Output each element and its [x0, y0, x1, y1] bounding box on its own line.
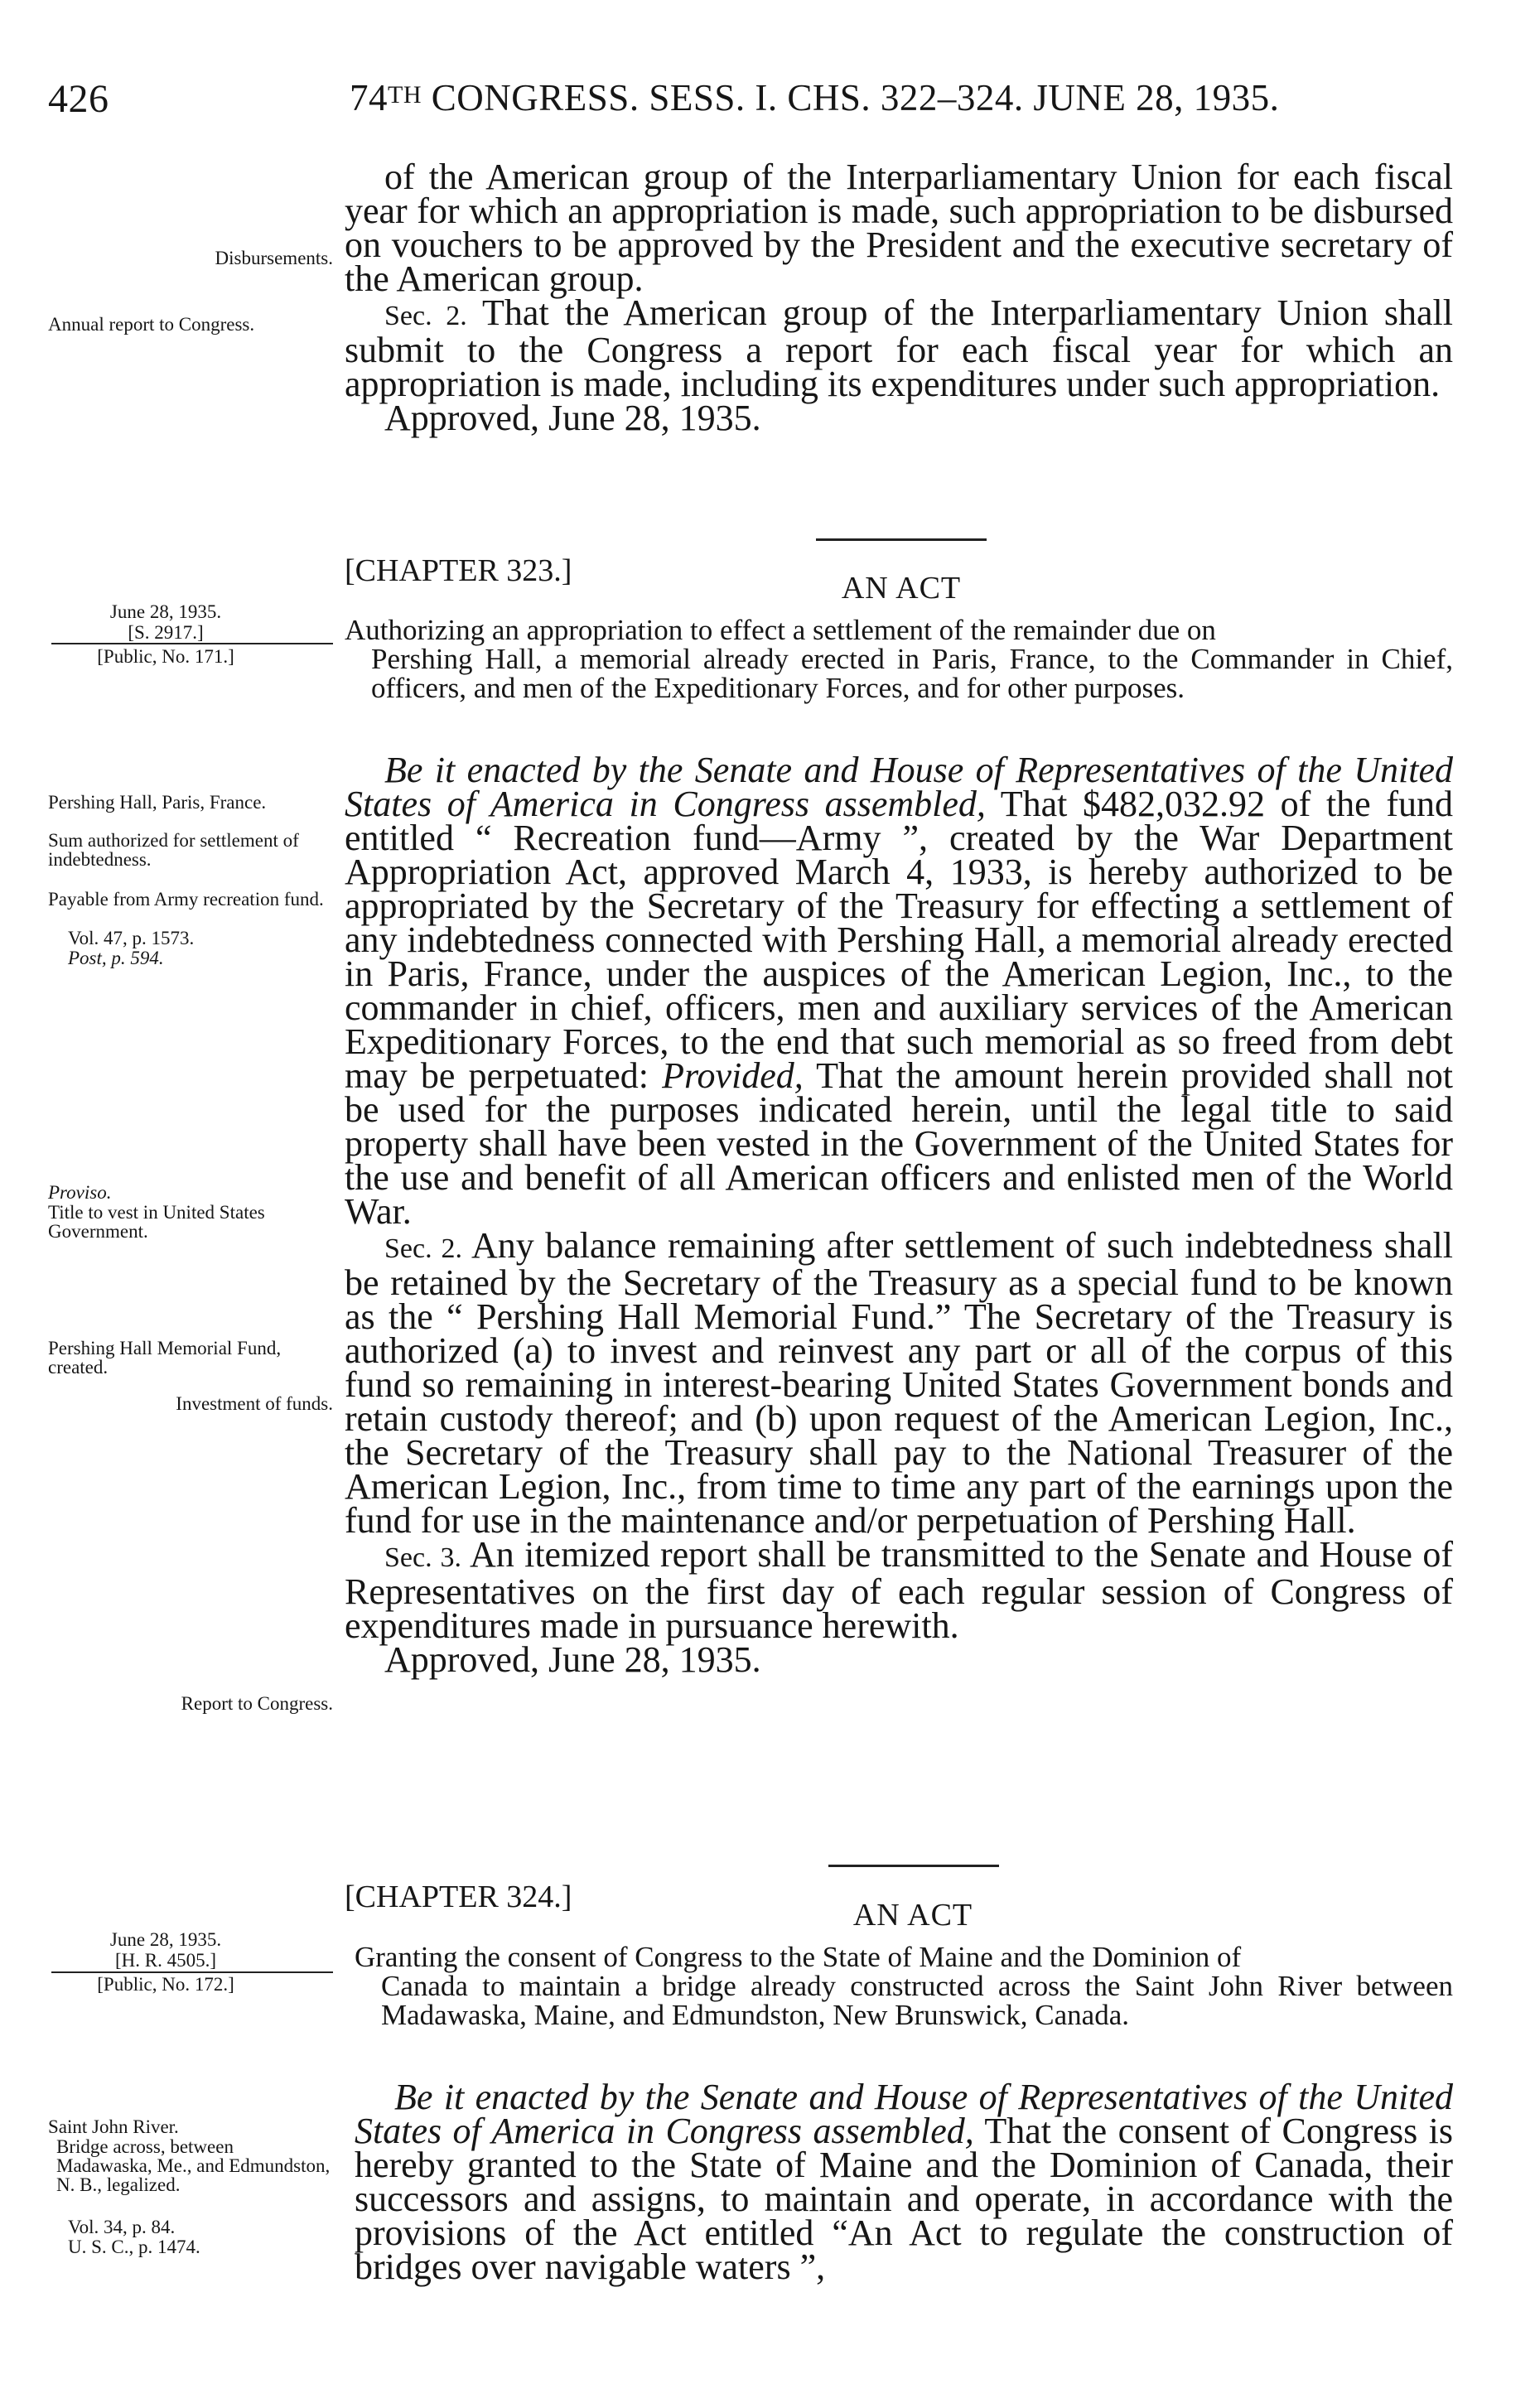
ch323-description [345, 615, 1453, 702]
act-title: AN ACT [852, 1898, 973, 1933]
sec-text: That the American group of the Interparliamentary Union shall submit to the Congress a report for each fiscal year for which an appropriation is made, including its expenditures under such appropriation. [345, 292, 1453, 404]
desc-first-line: Granting the consent of Congress to the State of Maine and the Dominion of [355, 1941, 1242, 1973]
margin-note-disbursements: Disbursements. [215, 248, 333, 268]
proviso-text: That the amount herein provided shall not be used for the purposes indicated herein, until the legal title to said property shall have been vested in the Government of the United States for the use and benefit of all American officers and enlisted men of the World War. [345, 1055, 1453, 1232]
ch324-public: [Public, No. 172.] [97, 1974, 234, 1995]
sec-text: Any balance remaining after settlement of such indebtedness shall be retained by the Secretary of the Treasury as a special fund to be known as the “ Pershing Hall Memorial Fund.” The Secretary of the Treasury is authorized (a) to invest and reinvest any part or all of the corpus of this fund so remaining in interest-bearing United States Government bonds and retain custody thereof; and (b) upon request of the American Legion, Inc., the Secretary of the Treasury shall pay to the National Treasurer of the American Legion, Inc., from time to time any part of the earnings upon the fund for use in the maintenance and/or perpetuation of Pershing Hall. [345, 1225, 1453, 1541]
margin-rule [51, 643, 333, 644]
margin-note-post594: Post, p. 594. [68, 948, 164, 968]
sec-label: Sec. 2. [384, 1233, 463, 1264]
page-number: 426 [48, 77, 109, 121]
provided-word: Provided, [662, 1055, 804, 1096]
chapter-323-label: [CHAPTER 323.] [345, 553, 572, 588]
ch322-continuation: of the American group of the Interparliamentary Union for each fiscal year for which an appropriation is made, such appropriation to be disbursed on vouchers to be approved by the President and the executive secretary of the American group. [345, 157, 1453, 299]
margin-note-payable-from: Payable from Army recreation fund. [48, 889, 324, 910]
ch323-bill: [S. 2917.] [128, 622, 204, 643]
sec-label: Sec. 2. [384, 301, 467, 331]
act-title: AN ACT [841, 571, 962, 606]
ch323-sec2 [345, 1225, 1453, 1541]
ch324-date: June 28, 1935. [109, 1929, 222, 1950]
header-text: CONGRESS. SESS. I. CHS. 322–324. JUNE 28, 1935. [422, 77, 1280, 118]
margin-note-report-congress: Report to Congress. [181, 1693, 333, 1714]
margin-note-sum-authorized: Sum authorized for settlement of indebtedness. [48, 830, 299, 870]
running-header [350, 76, 1279, 119]
margin-note-memorial-fund: Pershing Hall Memorial Fund, created. [48, 1338, 282, 1378]
margin-note-proviso: Proviso. [48, 1182, 112, 1203]
ch322-body [345, 157, 1453, 438]
ch323-approved: Approved, June 28, 1935. [384, 1639, 761, 1680]
enacting-text: That the consent of Congress is hereby granted to the State of Maine and the Dominion of Canada, their successors and assigns, to maintain and operate, in accordance with the provisions of the Act entitled “An Act to regulate the construction of bridges over navigable waters ”, [355, 2111, 1453, 2287]
desc-rest: Canada to maintain a bridge already constructed across the Saint John River between Madawaska, Maine, and Edmundston, New Brunswick, Canada. [381, 1970, 1453, 2031]
margin-rule [51, 1971, 333, 1973]
ch323-date: June 28, 1935. [109, 601, 222, 622]
ch322-approved: Approved, June 28, 1935. [384, 398, 761, 438]
ch323-enacting [345, 750, 1453, 1232]
desc-first-line: Authorizing an appropriation to effect a settlement of the remainder due on [345, 614, 1216, 646]
ch324-body [355, 2077, 1453, 2287]
margin-note-usc: U. S. C., p. 1474. [68, 2237, 200, 2257]
ch324-description [355, 1942, 1453, 2029]
enacting-clause: Be it enacted by the Senate and House of Representatives of the United States of America in Congress assembled, [355, 2077, 1453, 2151]
margin-note-bridge-across: Bridge across, between Madawaska, Me., and Edmundston, N. B., legalized. [56, 2136, 331, 2195]
heading-rule [816, 538, 987, 541]
sec-text: An itemized report shall be transmitted to the Senate and House of Representatives on the first day of each regular session of Congress of expenditures made in pursuance herewith. [345, 1534, 1453, 1646]
ch323-sec3 [345, 1534, 1453, 1646]
ch324-enacting [355, 2077, 1453, 2287]
heading-rule [828, 1865, 999, 1867]
congress-number: 74 [350, 77, 388, 118]
margin-note-annual-report: Annual report to Congress. [48, 314, 255, 335]
ch322-sec2 [345, 292, 1453, 404]
margin-note-vol34: Vol. 34, p. 84. [68, 2217, 176, 2237]
margin-note-pershing-hall: Pershing Hall, Paris, France. [48, 792, 267, 813]
enacting-text: That $482,032.92 of the fund entitled “ Recreation fund—Army ”, created by the War Department Appropriation Act, approved March 4, 1933, is hereby authorized to be appropriated by the Secretary of the Treasury for effecting a settlement of any indebtedness connected with Pershing Hall, a memorial already erected in Paris, France, under the auspices of the American Legion, Inc., to the commander in chief, officers, men and auxiliary services of the American Expeditionary Forces, to the end that such memorial as so freed from debt may be perpetuated: [345, 784, 1453, 1096]
desc-rest: Pershing Hall, a memorial already erected in Paris, France, to the Commander in Chief, officers, and men of the Expeditionary Forces, and for other purposes. [371, 643, 1453, 704]
margin-note-vol47: Vol. 47, p. 1573. [68, 928, 195, 948]
ch324-bill: [H. R. 4505.] [114, 1950, 217, 1971]
ch323-body [345, 750, 1453, 1680]
enacting-clause: Be it enacted by the Senate and House of Representatives of the United States of America in Congress assembled, [345, 750, 1453, 824]
margin-note-saint-john: Saint John River. [48, 2116, 179, 2137]
congress-suffix: TH [388, 81, 422, 109]
margin-note-title-vest: Title to vest in United States Government. [48, 1202, 265, 1242]
ch323-public: [Public, No. 171.] [97, 646, 234, 667]
sec-label: Sec. 3. [384, 1542, 461, 1573]
chapter-324-label: [CHAPTER 324.] [345, 1880, 572, 1914]
margin-note-investment: Investment of funds. [176, 1393, 333, 1414]
